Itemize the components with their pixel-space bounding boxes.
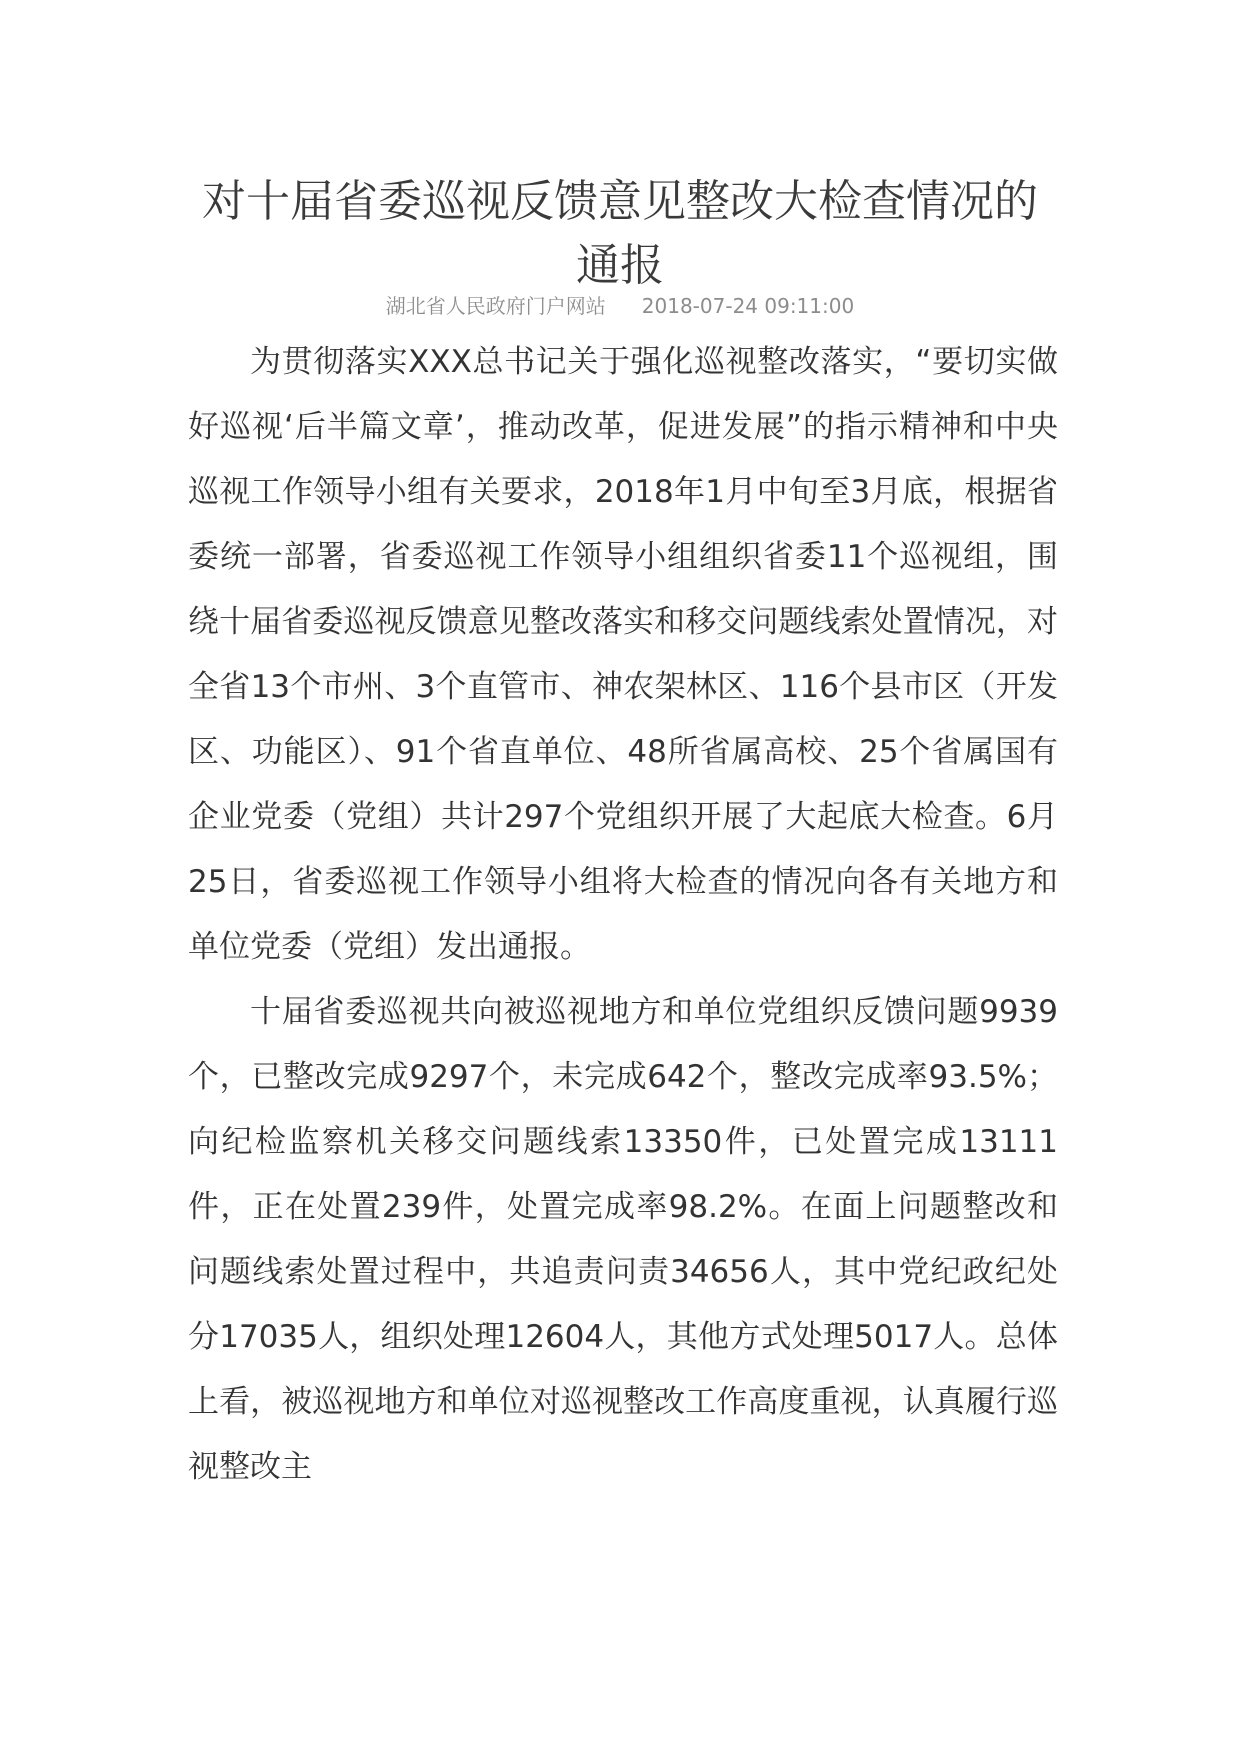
article-title: 对十届省委巡视反馈意见整改大检查情况的通报 [202,176,1038,291]
article-body [188,330,1058,1500]
paragraph: 十届省委巡视共向被巡视地方和单位党组织反馈问题9939个，已整改完成9297个，未完成642个，整改完成率93.5%；向纪检监察机关移交问题线索13350件，已处置完成13111件，正在处置239件，处置完成率98.2%。在面上问题整改和问题线索处置过程中，共追责问责34656人，其中党纪政纪处分17035人，组织处理12604人，其他方式处理5017人。总体上看，被巡视地方和单位对巡视整改工作高度重视，认真履行巡视整改主 [188,994,1058,1485]
paragraph: 为贯彻落实XXX总书记关于强化巡视整改落实，“要切实做好巡视‘后半篇文章’，推动改革，促进发展”的指示精神和中央巡视工作领导小组有关要求，2018年1月中旬至3月底，根据省委统一部署，省委巡视工作领导小组组织省委11个巡视组，围绕十届省委巡视反馈意见整改落实和移交问题线索处置情况，对全省13个市州、3个直管市、神农架林区、116个县市区（开发区、功能区）、91个省直单位、48所省属高校、25个省属国有企业党委（党组）共计297个党组织开展了大起底大检查。6月25日，省委巡视工作领导小组将大检查的情况向各有关地方和单位党委（党组）发出通报。 [188,344,1058,965]
article-source: 湖北省人民政府门户网站 [385,294,606,318]
article-meta [190,292,1050,320]
article-date: 2018-07-24 09:11:00 [641,294,855,318]
